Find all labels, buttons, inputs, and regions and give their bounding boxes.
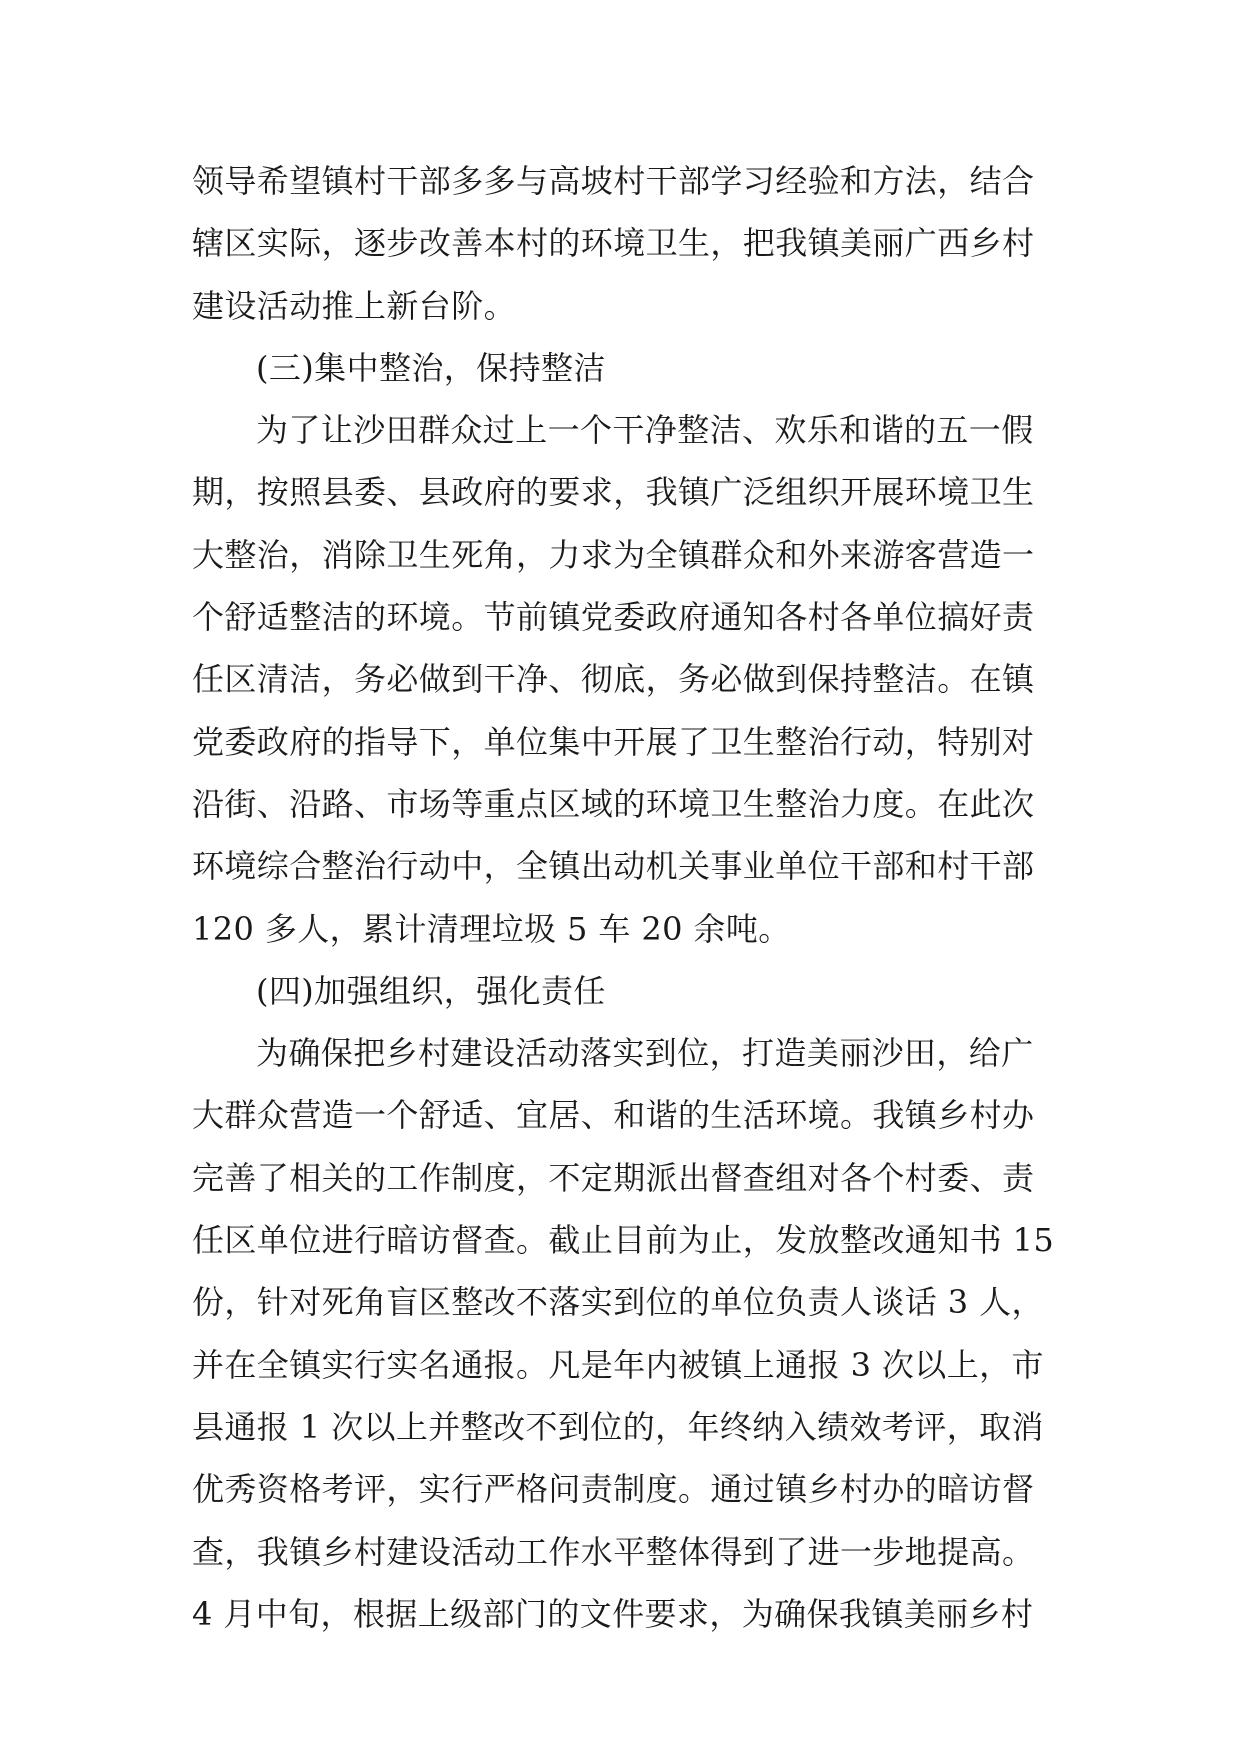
section-heading: (三)集中整治，保持整洁 bbox=[256, 348, 606, 387]
text-line: 并在全镇实行实名通报。凡是年内被镇上通报 3 次以上，市 bbox=[192, 1345, 1044, 1384]
text-line: 任区清洁，务必做到干净、彻底，务必做到保持整洁。在镇 bbox=[192, 660, 1035, 699]
text-line: 期，按照县委、县政府的要求，我镇广泛组织开展环境卫生 bbox=[192, 473, 1035, 512]
text-line: 环境综合整治行动中，全镇出动机关事业单位干部和村干部 bbox=[192, 847, 1035, 886]
text-line: 大整治，消除卫生死角，力求为全镇群众和外来游客营造一 bbox=[192, 535, 1035, 574]
paragraph-first-line: 为确保把乡村建设活动落实到位，打造美丽沙田，给广 bbox=[256, 1034, 1034, 1073]
text-line: 党委政府的指导下，单位集中开展了卫生整治行动，特别对 bbox=[192, 722, 1035, 761]
text-line: 完善了相关的工作制度，不定期派出督查组对各个村委、责 bbox=[192, 1158, 1035, 1197]
text-line: 建设活动推上新台阶。 bbox=[192, 286, 517, 325]
text-line: 份，针对死角盲区整改不落实到位的单位负责人谈话 3 人， bbox=[192, 1283, 1044, 1322]
text-line: 县通报 1 次以上并整改不到位的，年终纳入绩效考评，取消 bbox=[192, 1407, 1044, 1446]
text-line: 任区单位进行暗访督查。截止目前为止，发放整改通知书 15 bbox=[192, 1221, 1055, 1260]
text-line: 领导希望镇村干部多多与高坡村干部学习经验和方法，结合 bbox=[192, 162, 1035, 200]
text-line: 优秀资格考评，实行严格问责制度。通过镇乡村办的暗访督 bbox=[192, 1470, 1035, 1509]
text-line: 查，我镇乡村建设活动工作水平整体得到了进一步地提高。 bbox=[192, 1532, 1035, 1571]
paragraph-first-line: 为了让沙田群众过上一个干净整洁、欢乐和谐的五一假 bbox=[256, 411, 1034, 450]
text-line: 沿街、沿路、市场等重点区域的环境卫生整治力度。在此次 bbox=[192, 784, 1035, 823]
text-line: 辖区实际，逐步改善本村的环境卫生，把我镇美丽广西乡村 bbox=[192, 224, 1035, 263]
text-line: 120 多人，累计清理垃圾 5 车 20 余吨。 bbox=[192, 909, 791, 948]
text-line: 4 月中旬，根据上级部门的文件要求，为确保我镇美丽乡村 bbox=[192, 1594, 1034, 1633]
text-line: 个舒适整洁的环境。节前镇党委政府通知各村各单位搞好责 bbox=[192, 598, 1035, 637]
section-heading: (四)加强组织，强化责任 bbox=[256, 971, 606, 1010]
document-body bbox=[192, 150, 1072, 1645]
text-line: 大群众营造一个舒适、宜居、和谐的生活环境。我镇乡村办 bbox=[192, 1096, 1035, 1135]
